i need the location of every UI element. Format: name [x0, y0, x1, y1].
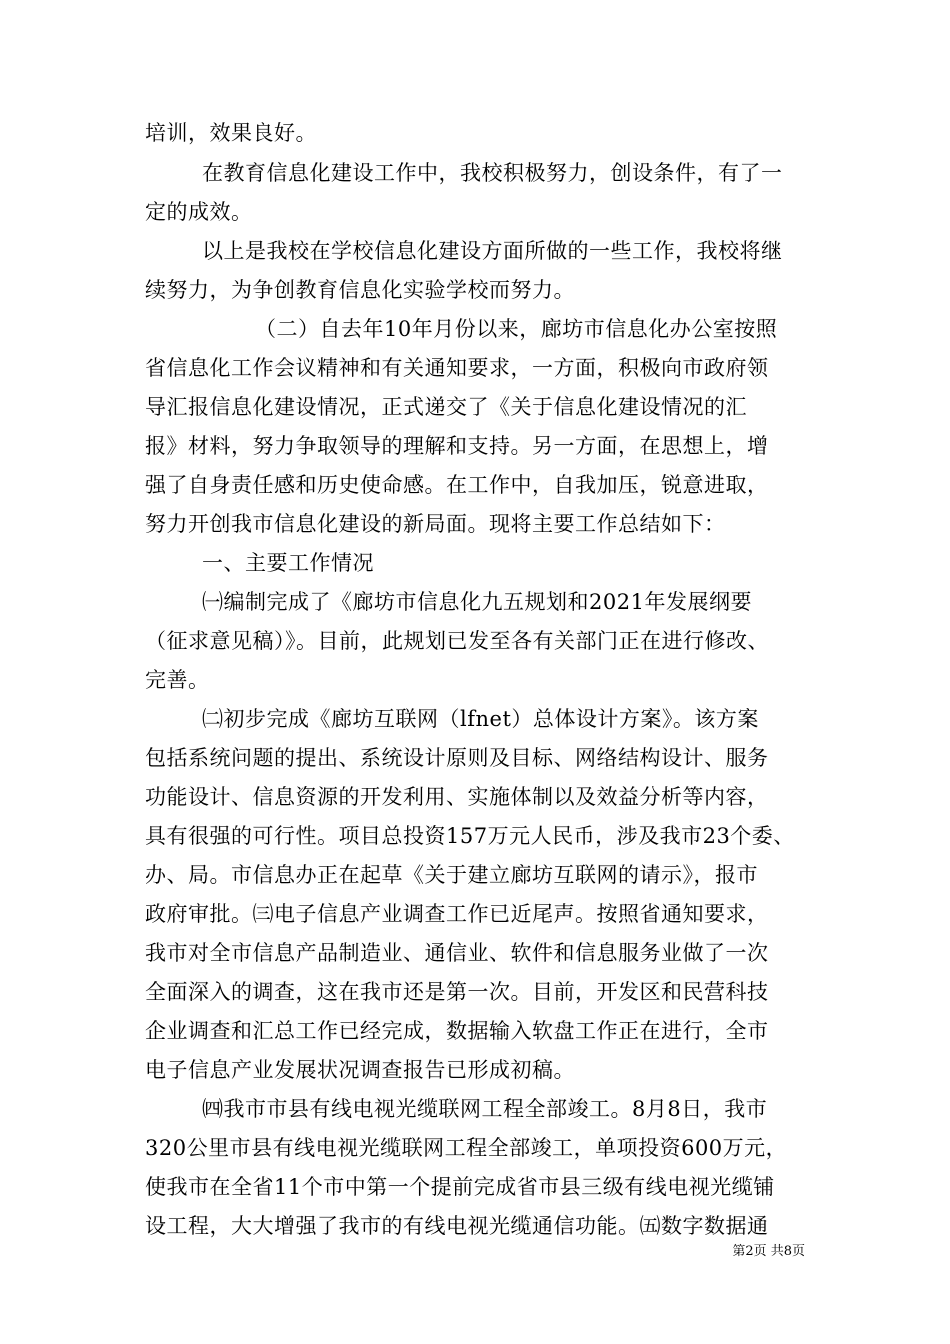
text-line: ㈣我市市县有线电视光缆联网工程全部竣工。8月8日，我市	[202, 1097, 768, 1121]
text-line: 政府审批。㈢电子信息产业调查工作已近尾声。按照省通知要求，	[145, 902, 769, 926]
text-line: 我市对全市信息产品制造业、通信业、软件和信息服务业做了一次	[145, 941, 769, 965]
text-line: 功能设计、信息资源的开发利用、实施体制以及效益分析等内容，	[145, 785, 769, 809]
text-line: 具有很强的可行性。项目总投资157万元人民币，涉及我市23个委、	[145, 824, 795, 848]
text-line: 续努力，为争创教育信息化实验学校而努力。	[145, 278, 575, 302]
text-line: 报》材料，努力争取领导的理解和支持。另一方面，在思想上，增	[145, 434, 769, 458]
text-line: ㈡初步完成《廊坊互联网（lfnet）总体设计方案》。该方案	[202, 707, 759, 731]
text-line: 办、局。市信息办正在起草《关于建立廊坊互联网的请示》，报市	[145, 863, 758, 887]
text-line: 设工程，大大增强了我市的有线电视光缆通信功能。㈤数字数据通	[145, 1214, 769, 1238]
text-line: 完善。	[145, 668, 210, 692]
page-number-footer: 第2页 共8页	[732, 1244, 805, 1259]
text-line: 320公里市县有线电视光缆联网工程全部竣工，单项投资600万元，	[145, 1136, 788, 1160]
section-heading: 一、主要工作情况	[202, 551, 374, 575]
text-line: 包括系统问题的提出、系统设计原则及目标、网络结构设计、服务	[145, 746, 769, 770]
text-line: 省信息化工作会议精神和有关通知要求，一方面，积极向市政府领	[145, 356, 769, 380]
text-line: 努力开创我市信息化建设的新局面。现将主要工作总结如下：	[145, 512, 726, 536]
text-line: 以上是我校在学校信息化建设方面所做的一些工作，我校将继	[202, 239, 783, 263]
text-line: 强了自身责任感和历史使命感。在工作中，自我加压，锐意进取，	[145, 473, 769, 497]
text-line: 电子信息产业发展状况调查报告已形成初稿。	[145, 1058, 575, 1082]
text-line: 培训，效果良好。	[145, 121, 317, 145]
text-line: ㈠编制完成了《廊坊市信息化九五规划和2021年发展纲要	[202, 590, 752, 614]
text-line: 使我市在全省11个市中第一个提前完成省市县三级有线电视光缆铺	[145, 1175, 775, 1199]
text-line: 导汇报信息化建设情况，正式递交了《关于信息化建设情况的汇	[145, 395, 747, 419]
text-line: （二）自去年10年月份以来，廊坊市信息化办公室按照	[255, 317, 778, 341]
text-line: 企业调查和汇总工作已经完成，数据输入软盘工作正在进行，全市	[145, 1019, 769, 1043]
text-line: （征求意见稿）》。目前，此规划已发至各有关部门正在进行修改、	[145, 629, 769, 653]
text-line: 全面深入的调查，这在我市还是第一次。目前，开发区和民营科技	[145, 980, 769, 1004]
text-line: 定的成效。	[145, 200, 253, 224]
text-line: 在教育信息化建设工作中，我校积极努力，创设条件，有了一	[202, 161, 783, 185]
